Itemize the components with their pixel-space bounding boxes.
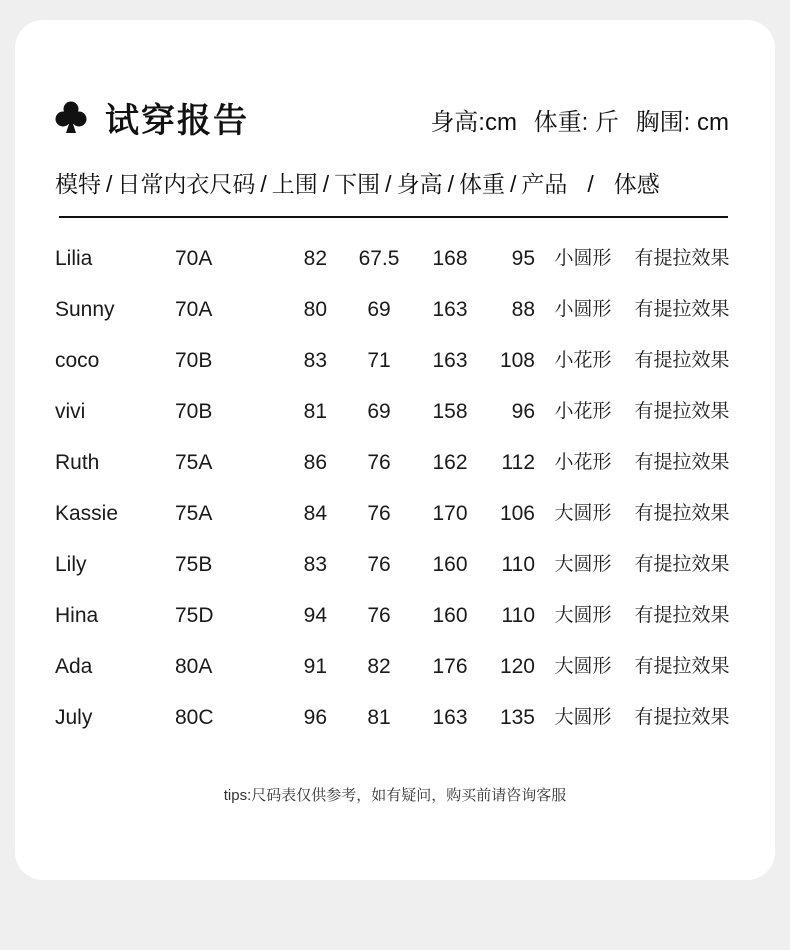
- cell-height: 176: [432, 655, 468, 678]
- title-row: [55, 92, 249, 142]
- cell-upper: 84: [303, 502, 327, 525]
- cell-model: Sunny: [55, 298, 115, 321]
- cell-upper: 83: [303, 349, 327, 372]
- cell-feel: 有提拉效果: [634, 452, 730, 473]
- cell-model: coco: [55, 349, 100, 372]
- cell-upper: 80: [303, 298, 327, 321]
- table-row: [15, 705, 775, 756]
- size-chart-tips: tips:尺码表仅供参考，如有疑问，购买前请咨询客服: [223, 787, 567, 804]
- cell-size: 80A: [175, 655, 213, 678]
- cell-weight: 106: [499, 502, 535, 525]
- cell-weight: 110: [501, 604, 535, 627]
- header-feel: 体感: [613, 171, 660, 197]
- cell-size: 70B: [175, 349, 213, 372]
- table-row: [15, 399, 775, 450]
- cell-weight: 95: [511, 247, 535, 270]
- table-row: [15, 348, 775, 399]
- cell-size: 75D: [175, 604, 214, 627]
- cell-height: 168: [432, 247, 468, 270]
- cell-size: 80C: [175, 706, 214, 729]
- cell-lower: 76: [367, 553, 391, 576]
- table-row: [15, 552, 775, 603]
- fitting-report-card: [15, 20, 775, 880]
- header-separator: /: [385, 171, 392, 197]
- cell-weight: 112: [501, 451, 535, 474]
- cell-feel: 有提拉效果: [634, 248, 730, 269]
- cell-size: 70A: [175, 247, 213, 270]
- cell-product: 大圆形: [554, 554, 612, 575]
- cell-model: Kassie: [55, 502, 119, 525]
- cell-feel: 有提拉效果: [634, 350, 730, 371]
- cell-lower: 76: [367, 451, 391, 474]
- header-size: 日常内衣尺码: [117, 171, 256, 197]
- page-title: 试穿报告: [105, 101, 249, 140]
- club-suit-icon: [55, 100, 87, 134]
- header-height: 身高: [396, 171, 443, 197]
- table-row: [15, 450, 775, 501]
- header-separator: /: [587, 171, 594, 197]
- cell-weight: 120: [499, 655, 535, 678]
- table-row: [15, 297, 775, 348]
- header-separator: /: [447, 171, 454, 197]
- table-header: [55, 166, 660, 199]
- cell-size: 70A: [175, 298, 213, 321]
- table-row: [15, 246, 775, 297]
- cell-product: 小花形: [554, 452, 612, 473]
- cell-height: 158: [432, 400, 468, 423]
- cell-height: 163: [432, 349, 468, 372]
- header-product: 产品: [521, 171, 568, 197]
- table-row: [15, 501, 775, 552]
- cell-weight: 96: [511, 400, 535, 423]
- cell-height: 160: [432, 553, 468, 576]
- cell-upper: 91: [303, 655, 327, 678]
- cell-weight: 108: [499, 349, 535, 372]
- cell-feel: 有提拉效果: [634, 401, 730, 422]
- header-separator: /: [509, 171, 517, 197]
- cell-lower: 81: [367, 706, 391, 729]
- table-row: [15, 654, 775, 705]
- cell-product: 大圆形: [554, 503, 612, 524]
- cell-model: Ada: [55, 655, 93, 678]
- cell-product: 大圆形: [554, 707, 612, 728]
- header-weight: 体重: [458, 171, 505, 197]
- cell-feel: 有提拉效果: [634, 299, 730, 320]
- cell-upper: 86: [303, 451, 327, 474]
- header-separator: /: [260, 171, 267, 197]
- cell-model: Hina: [55, 604, 99, 627]
- header-model: 模特: [55, 171, 101, 197]
- cell-product: 大圆形: [554, 656, 612, 677]
- header-upper: 上围: [271, 171, 318, 197]
- cell-upper: 81: [303, 400, 327, 423]
- cell-feel: 有提拉效果: [634, 707, 730, 728]
- cell-product: 小花形: [554, 401, 612, 422]
- cell-lower: 69: [367, 298, 391, 321]
- cell-lower: 76: [367, 502, 391, 525]
- unit-bust: 胸围: cm: [635, 109, 729, 136]
- cell-feel: 有提拉效果: [634, 503, 730, 524]
- cell-weight: 88: [511, 298, 535, 321]
- cell-size: 70B: [175, 400, 213, 423]
- cell-upper: 96: [303, 706, 327, 729]
- table-row: [15, 603, 775, 654]
- cell-model: vivi: [55, 400, 86, 423]
- cell-model: Lilia: [55, 247, 93, 270]
- cell-feel: 有提拉效果: [634, 656, 730, 677]
- header-divider: [59, 216, 728, 218]
- cell-model: Ruth: [55, 451, 100, 474]
- unit-height: 身高:cm: [430, 109, 517, 136]
- cell-weight: 110: [501, 553, 535, 576]
- cell-size: 75A: [175, 502, 213, 525]
- cell-model: July: [55, 706, 93, 729]
- cell-upper: 94: [303, 604, 327, 627]
- header-separator: /: [106, 171, 113, 197]
- cell-lower: 82: [367, 655, 391, 678]
- cell-model: Lily: [55, 553, 87, 576]
- cell-height: 163: [432, 706, 468, 729]
- cell-height: 170: [432, 502, 468, 525]
- cell-lower: 71: [367, 349, 391, 372]
- unit-weight: 体重: 斤: [533, 109, 619, 136]
- cell-height: 162: [432, 451, 468, 474]
- cell-lower: 67.5: [358, 247, 400, 270]
- cell-upper: 82: [303, 247, 327, 270]
- cell-product: 小圆形: [554, 248, 612, 269]
- table-body: [15, 246, 775, 756]
- cell-product: 大圆形: [554, 605, 612, 626]
- cell-size: 75B: [175, 553, 213, 576]
- cell-size: 75A: [175, 451, 213, 474]
- cell-lower: 69: [367, 400, 391, 423]
- cell-height: 163: [432, 298, 468, 321]
- cell-product: 小花形: [554, 350, 612, 371]
- header-separator: /: [322, 171, 330, 197]
- units-legend: [430, 102, 729, 137]
- cell-height: 160: [432, 604, 468, 627]
- header-lower: 下围: [334, 171, 381, 197]
- cell-upper: 83: [303, 553, 327, 576]
- cell-weight: 135: [499, 706, 535, 729]
- cell-lower: 76: [367, 604, 391, 627]
- cell-product: 小圆形: [554, 299, 612, 320]
- cell-feel: 有提拉效果: [634, 605, 730, 626]
- cell-feel: 有提拉效果: [634, 554, 730, 575]
